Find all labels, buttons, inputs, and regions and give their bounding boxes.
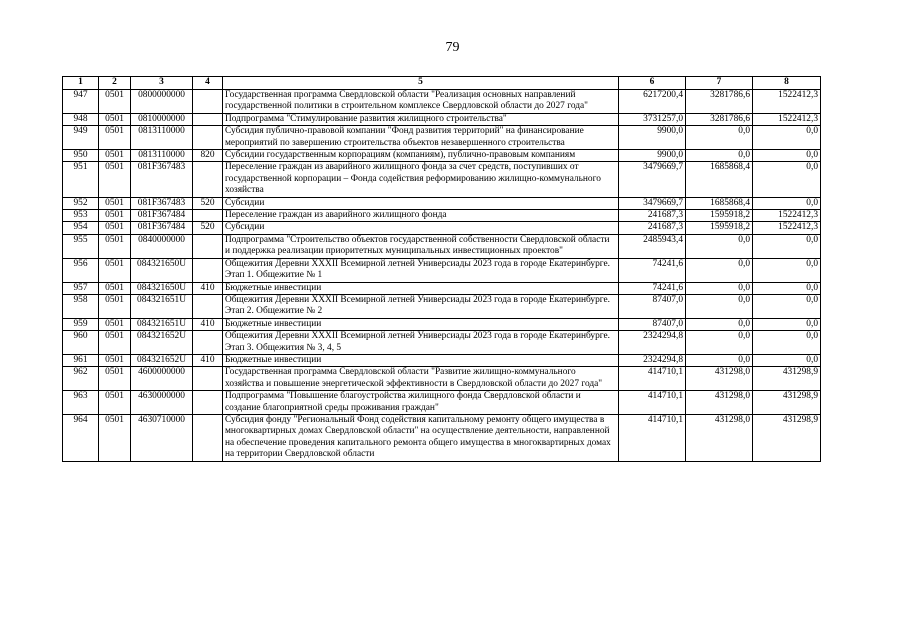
target-code: 084321650U <box>131 258 193 282</box>
row-number: 949 <box>63 126 99 150</box>
table-row <box>63 391 821 415</box>
amount-col-7: 1685868,4 <box>686 162 753 197</box>
amount-col-7: 3281786,6 <box>686 90 753 114</box>
section-code: 0501 <box>99 354 131 366</box>
table-body <box>63 90 821 462</box>
expense-type <box>193 331 223 355</box>
row-number: 961 <box>63 354 99 366</box>
amount-col-6: 414710,1 <box>619 391 686 415</box>
item-name: Субсидии <box>223 222 619 234</box>
amount-col-7: 0,0 <box>686 318 753 330</box>
amount-col-7: 0,0 <box>686 234 753 258</box>
section-code: 0501 <box>99 90 131 114</box>
target-code: 081F367483 <box>131 197 193 209</box>
table-row <box>63 331 821 355</box>
expense-type: 410 <box>193 354 223 366</box>
item-name: Субсидии государственным корпорациям (компаниям), публично-правовым компаниям <box>223 150 619 162</box>
col-header-8: 8 <box>753 77 821 90</box>
item-name: Субсидия фонду "Региональный Фонд содействия капитальному ремонту общего имущества в многоквартирных домах Свердловской области" на осуществление деятельности, направленной на обеспечение проведения капитального ремонта общего имущества в многоквартирных домах на территории Свердловской области <box>223 414 619 461</box>
section-code: 0501 <box>99 414 131 461</box>
section-code: 0501 <box>99 282 131 294</box>
table-row <box>63 197 821 209</box>
expense-type: 410 <box>193 318 223 330</box>
target-code: 084321652U <box>131 331 193 355</box>
target-code: 081F367483 <box>131 162 193 197</box>
item-name: Общежития Деревни XXXII Всемирной летней Универсиады 2023 года в городе Екатеринбурге. Этап 3. Общежития № 3, 4, 5 <box>223 331 619 355</box>
item-name: Бюджетные инвестиции <box>223 318 619 330</box>
amount-col-8: 431298,9 <box>753 414 821 461</box>
col-header-5: 5 <box>223 77 619 90</box>
item-name: Субсидия публично-правовой компании "Фонд развития территорий" на финансирование мероприятий по завершению строительства объектов незавершенного строительства <box>223 126 619 150</box>
amount-col-7: 431298,0 <box>686 367 753 391</box>
expense-type <box>193 210 223 222</box>
amount-col-6: 2324294,8 <box>619 354 686 366</box>
row-number: 963 <box>63 391 99 415</box>
amount-col-8: 0,0 <box>753 126 821 150</box>
amount-col-8: 1522412,3 <box>753 222 821 234</box>
expense-type <box>193 162 223 197</box>
expense-type: 520 <box>193 197 223 209</box>
amount-col-6: 87407,0 <box>619 318 686 330</box>
amount-col-7: 0,0 <box>686 331 753 355</box>
target-code: 084321650U <box>131 282 193 294</box>
amount-col-7: 1685868,4 <box>686 197 753 209</box>
item-name: Субсидии <box>223 197 619 209</box>
amount-col-8: 0,0 <box>753 318 821 330</box>
section-code: 0501 <box>99 331 131 355</box>
section-code: 0501 <box>99 258 131 282</box>
section-code: 0501 <box>99 222 131 234</box>
expense-type: 820 <box>193 150 223 162</box>
item-name: Общежития Деревни XXXII Всемирной летней Универсиады 2023 года в городе Екатеринбурге. Этап 2. Общежитие № 2 <box>223 294 619 318</box>
table-row <box>63 367 821 391</box>
target-code: 084321651U <box>131 318 193 330</box>
amount-col-7: 431298,0 <box>686 391 753 415</box>
section-code: 0501 <box>99 391 131 415</box>
amount-col-8: 0,0 <box>753 282 821 294</box>
row-number: 955 <box>63 234 99 258</box>
table-row <box>63 294 821 318</box>
table-row <box>63 258 821 282</box>
amount-col-6: 74241,6 <box>619 258 686 282</box>
amount-col-7: 3281786,6 <box>686 113 753 125</box>
table-row <box>63 414 821 461</box>
amount-col-6: 2485943,4 <box>619 234 686 258</box>
table-row <box>63 222 821 234</box>
item-name: Общежития Деревни XXXII Всемирной летней Универсиады 2023 года в городе Екатеринбурге. Этап 1. Общежитие № 1 <box>223 258 619 282</box>
amount-col-8: 1522412,3 <box>753 113 821 125</box>
row-number: 959 <box>63 318 99 330</box>
expense-type: 520 <box>193 222 223 234</box>
amount-col-7: 0,0 <box>686 126 753 150</box>
row-number: 952 <box>63 197 99 209</box>
amount-col-6: 9900,0 <box>619 150 686 162</box>
section-code: 0501 <box>99 367 131 391</box>
section-code: 0501 <box>99 318 131 330</box>
item-name: Государственная программа Свердловской области "Реализация основных направлений государственной политики в строительном комплексе Свердловской области до 2027 года" <box>223 90 619 114</box>
target-code: 0813110000 <box>131 150 193 162</box>
amount-col-8: 1522412,3 <box>753 210 821 222</box>
amount-col-6: 241687,3 <box>619 222 686 234</box>
expense-type <box>193 414 223 461</box>
table-row <box>63 90 821 114</box>
amount-col-7: 0,0 <box>686 150 753 162</box>
item-name: Бюджетные инвестиции <box>223 354 619 366</box>
section-code: 0501 <box>99 162 131 197</box>
expense-type <box>193 234 223 258</box>
item-name: Подпрограмма "Строительство объектов государственной собственности Свердловской области и поддержка реализации приоритетных муниципальных инвестиционных проектов" <box>223 234 619 258</box>
target-code: 081F367484 <box>131 222 193 234</box>
amount-col-8: 1522412,3 <box>753 90 821 114</box>
header-row <box>63 77 821 90</box>
target-code: 4630000000 <box>131 391 193 415</box>
page-number: 79 <box>445 40 460 55</box>
target-code: 0840000000 <box>131 234 193 258</box>
amount-col-7: 1595918,2 <box>686 222 753 234</box>
amount-col-8: 0,0 <box>753 294 821 318</box>
target-code: 084321651U <box>131 294 193 318</box>
col-header-3: 3 <box>131 77 193 90</box>
item-name: Переселение граждан из аварийного жилищного фонда за счет средств, поступивших от государственной корпорации – Фонда содействия реформированию жилищно-коммунального хозяйства <box>223 162 619 197</box>
amount-col-7: 0,0 <box>686 282 753 294</box>
target-code: 081F367484 <box>131 210 193 222</box>
amount-col-6: 74241,6 <box>619 282 686 294</box>
amount-col-8: 0,0 <box>753 150 821 162</box>
amount-col-7: 0,0 <box>686 258 753 282</box>
table-row <box>63 150 821 162</box>
item-name: Государственная программа Свердловской области "Развитие жилищно-коммунального хозяйства и повышение энергетической эффективности в Свердловской области до 2027 года" <box>223 367 619 391</box>
row-number: 960 <box>63 331 99 355</box>
section-code: 0501 <box>99 113 131 125</box>
table-row <box>63 113 821 125</box>
amount-col-6: 3479669,7 <box>619 162 686 197</box>
amount-col-6: 9900,0 <box>619 126 686 150</box>
expense-type <box>193 294 223 318</box>
amount-col-8: 431298,9 <box>753 391 821 415</box>
amount-col-6: 414710,1 <box>619 367 686 391</box>
target-code: 0813110000 <box>131 126 193 150</box>
col-header-1: 1 <box>63 77 99 90</box>
target-code: 0810000000 <box>131 113 193 125</box>
expense-type <box>193 113 223 125</box>
item-name: Подпрограмма "Повышение благоустройства жилищного фонда Свердловской области и создание благоприятной среды проживания граждан" <box>223 391 619 415</box>
budget-table <box>62 76 821 462</box>
row-number: 951 <box>63 162 99 197</box>
amount-col-8: 0,0 <box>753 258 821 282</box>
amount-col-6: 414710,1 <box>619 414 686 461</box>
target-code: 0800000000 <box>131 90 193 114</box>
section-code: 0501 <box>99 126 131 150</box>
table-row <box>63 210 821 222</box>
amount-col-7: 1595918,2 <box>686 210 753 222</box>
row-number: 957 <box>63 282 99 294</box>
row-number: 954 <box>63 222 99 234</box>
target-code: 4630710000 <box>131 414 193 461</box>
table-row <box>63 126 821 150</box>
expense-type <box>193 126 223 150</box>
amount-col-6: 87407,0 <box>619 294 686 318</box>
amount-col-6: 3731257,0 <box>619 113 686 125</box>
target-code: 4600000000 <box>131 367 193 391</box>
amount-col-8: 0,0 <box>753 234 821 258</box>
amount-col-7: 0,0 <box>686 354 753 366</box>
section-code: 0501 <box>99 234 131 258</box>
amount-col-8: 0,0 <box>753 331 821 355</box>
amount-col-8: 0,0 <box>753 354 821 366</box>
table-row <box>63 282 821 294</box>
section-code: 0501 <box>99 294 131 318</box>
row-number: 956 <box>63 258 99 282</box>
row-number: 948 <box>63 113 99 125</box>
target-code: 084321652U <box>131 354 193 366</box>
table-row <box>63 162 821 197</box>
expense-type <box>193 391 223 415</box>
expense-type <box>193 258 223 282</box>
expense-type <box>193 90 223 114</box>
section-code: 0501 <box>99 150 131 162</box>
col-header-2: 2 <box>99 77 131 90</box>
expense-type <box>193 367 223 391</box>
section-code: 0501 <box>99 197 131 209</box>
amount-col-7: 431298,0 <box>686 414 753 461</box>
table-row <box>63 318 821 330</box>
amount-col-8: 431298,9 <box>753 367 821 391</box>
amount-col-6: 2324294,8 <box>619 331 686 355</box>
amount-col-8: 0,0 <box>753 197 821 209</box>
item-name: Переселение граждан из аварийного жилищного фонда <box>223 210 619 222</box>
row-number: 962 <box>63 367 99 391</box>
amount-col-7: 0,0 <box>686 294 753 318</box>
col-header-6: 6 <box>619 77 686 90</box>
section-code: 0501 <box>99 210 131 222</box>
table-row <box>63 234 821 258</box>
amount-col-6: 3479669,7 <box>619 197 686 209</box>
col-header-7: 7 <box>686 77 753 90</box>
row-number: 947 <box>63 90 99 114</box>
item-name: Бюджетные инвестиции <box>223 282 619 294</box>
item-name: Подпрограмма "Стимулирование развития жилищного строительства" <box>223 113 619 125</box>
amount-col-6: 241687,3 <box>619 210 686 222</box>
expense-type: 410 <box>193 282 223 294</box>
row-number: 950 <box>63 150 99 162</box>
table-row <box>63 354 821 366</box>
col-header-4: 4 <box>193 77 223 90</box>
amount-col-6: 6217200,4 <box>619 90 686 114</box>
row-number: 958 <box>63 294 99 318</box>
row-number: 953 <box>63 210 99 222</box>
amount-col-8: 0,0 <box>753 162 821 197</box>
row-number: 964 <box>63 414 99 461</box>
